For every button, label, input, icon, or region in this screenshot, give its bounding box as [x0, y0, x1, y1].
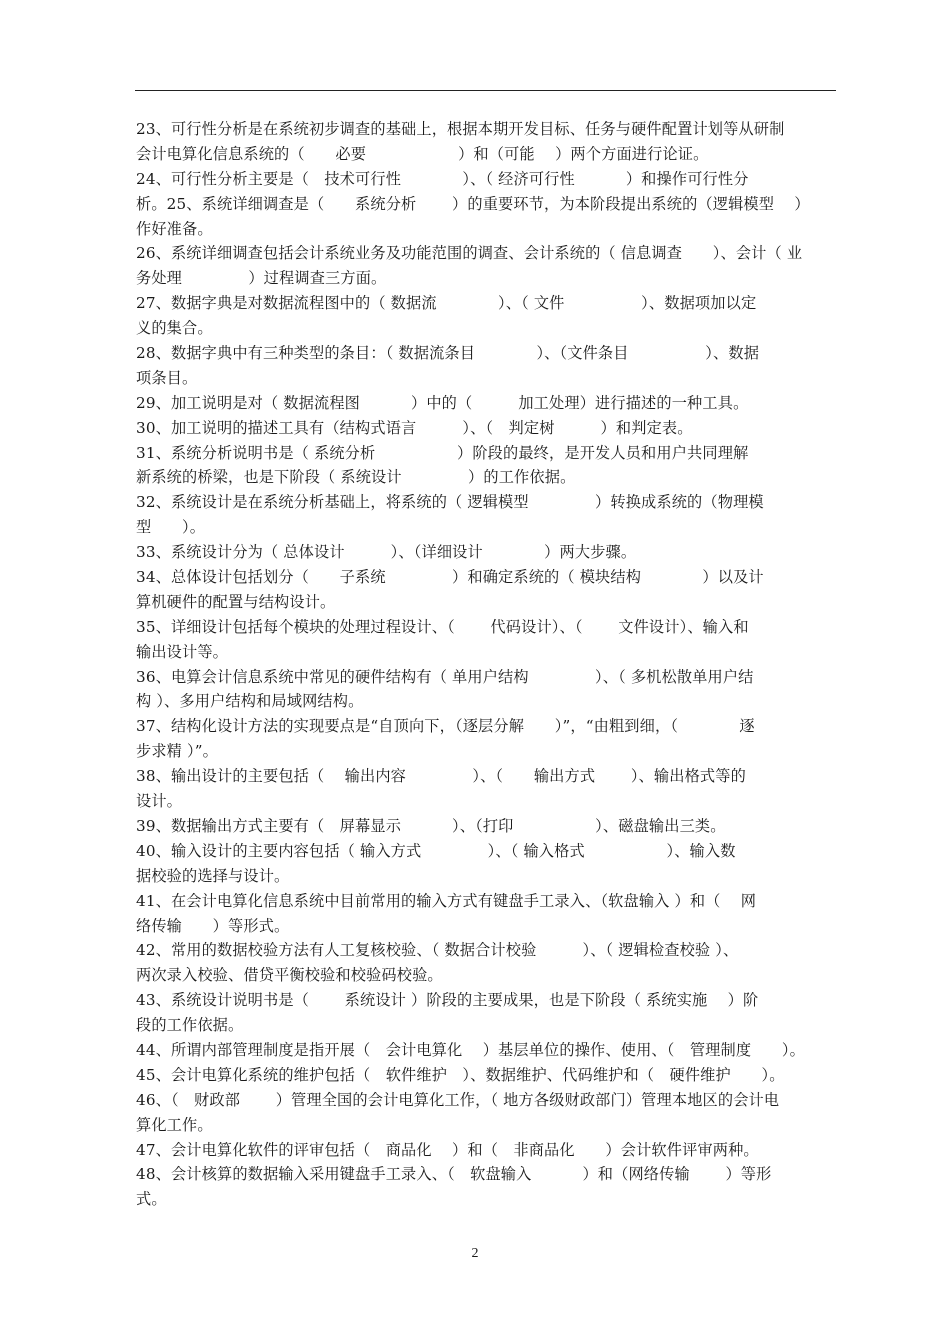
text-line: 据校验的选择与设计。 — [136, 866, 290, 885]
page-number: 2 — [471, 1246, 479, 1261]
text-line: 40、输入设计的主要内容包括（ 输入方式 ）、（ 输入格式 ）、输入数 — [136, 841, 736, 860]
text-line: 48、会计核算的数据输入采用键盘手工录入、（ 软盘输入 ）和（网络传输 ）等形 — [136, 1165, 772, 1184]
text-line: 设计。 — [136, 792, 183, 811]
text-line: 两次录入校验、借贷平衡校验和校验码校验。 — [136, 966, 443, 985]
text-line: 会计电算化信息系统的（ 必要 ）和（可能 ）两个方面进行论证。 — [136, 144, 709, 163]
text-line: 务处理 ）过程调查三方面。 — [136, 269, 387, 288]
text-line: 34、总体设计包括划分（ 子系统 ）和确定系统的（ 模块结构 ）以及计 — [136, 568, 764, 587]
text-line: 项条目。 — [136, 368, 198, 387]
text-line: 41、在会计电算化信息系统中目前常用的输入方式有键盘手工录入、（软盘输入 ）和（ 网 — [136, 891, 757, 910]
text-body — [136, 117, 852, 1212]
text-line: 33、系统设计分为（ 总体设计 ）、（详细设计 ）两大步骤。 — [136, 543, 637, 562]
text-line: 络传输 ）等形式。 — [136, 916, 290, 935]
text-line: 29、加工说明是对（ 数据流程图 ）中的（ 加工处理）进行描述的一种工具。 — [136, 393, 749, 412]
text-line: 46、（ 财政部 ）管理全国的会计电算化工作，（ 地方各级财政部门）管理本地区的会计电 — [136, 1090, 780, 1109]
text-line: 47、会计电算化软件的评审包括（ 商品化 ）和（ 非商品化 ）会计软件评审两种。 — [136, 1140, 759, 1159]
text-line: 32、系统设计是在系统分析基础上，将系统的（ 逻辑模型 ）转换成系统的（物理模 — [136, 493, 764, 512]
text-line: 义的集合。 — [136, 319, 213, 338]
text-line: 42、常用的数据校验方法有人工复核校验、（ 数据合计校验 ）、（ 逻辑检查校验 ）、 — [136, 941, 739, 960]
text-line: 26、系统详细调查包括会计系统业务及功能范围的调查、会计系统的（ 信息调查 ）、会计（ 业 — [136, 244, 803, 263]
text-line: 45、会计电算化系统的维护包括（ 软件维护 ）、数据维护、代码维护和（ 硬件维护 ）。 — [136, 1065, 785, 1084]
text-line: 35、详细设计包括每个模块的处理过程设计、（ 代码设计）、（ 文件设计）、输入和 — [136, 617, 749, 636]
text-line: 式。 — [136, 1190, 167, 1209]
text-line: 31、系统分析说明书是（ 系统分析 ）阶段的最终，是开发人员和用户共同理解 — [136, 443, 749, 462]
text-line: 算机硬件的配置与结构设计。 — [136, 592, 336, 611]
text-line: 步求精 ）”。 — [136, 742, 218, 761]
text-line: 析。25、系统详细调查是（ 系统分析 ）的重要环节，为本阶段提出系统的（逻辑模型 ） — [136, 194, 810, 213]
text-line: 30、加工说明的描述工具有（结构式语言 ）、（ 判定树 ）和判定表。 — [136, 418, 693, 437]
text-line: 37、结构化设计方法的实现要点是“自顶向下，（逐层分解 ）”，“由粗到细，（ 逐 — [136, 717, 755, 736]
text-line: 38、输出设计的主要包括（ 输出内容 ）、（ 输出方式 ）、输出格式等的 — [136, 767, 746, 786]
text-line: 39、数据输出方式主要有（ 屏幕显示 ）、（打印 ）、磁盘输出三类。 — [136, 816, 726, 835]
text-line: 43、系统设计说明书是（ 系统设计 ）阶段的主要成果，也是下阶段（ 系统实施 ）阶 — [136, 991, 759, 1010]
text-line: 23、可行性分析是在系统初步调查的基础上，根据本期开发目标、任务与硬件配置计划等从研制 — [136, 120, 785, 138]
header-rule — [135, 90, 836, 91]
text-line: 28、数据字典中有三种类型的条目：（ 数据流条目 ）、（文件条目 ）、数据 — [136, 344, 760, 363]
text-line: 新系统的桥梁，也是下阶段（ 系统设计 ）的工作依据。 — [136, 468, 576, 487]
text-line: 段的工作依据。 — [136, 1016, 244, 1035]
text-line: 44、所谓内部管理制度是指开展（ 会计电算化 ）基层单位的操作、使用、（ 管理制度 ）。 — [136, 1040, 805, 1059]
text-line: 24、可行性分析主要是（ 技术可行性 ）、（ 经济可行性 ）和操作可行性分 — [136, 169, 749, 188]
text-line: 36、电算会计信息系统中常见的硬件结构有（ 单用户结构 ）、（ 多机松散单用户结 — [136, 667, 754, 686]
text-line: 作好准备。 — [136, 219, 213, 238]
text-line: 算化工作。 — [136, 1115, 213, 1134]
text-line: 27、数据字典是对数据流程图中的（ 数据流 ）、（ 文件 ）、数据项加以定 — [136, 294, 757, 313]
text-line: 型 ）。 — [136, 518, 206, 537]
text-line: 输出设计等。 — [136, 642, 229, 661]
text-line: 构 ）、多用户结构和局域网结构。 — [136, 692, 364, 711]
